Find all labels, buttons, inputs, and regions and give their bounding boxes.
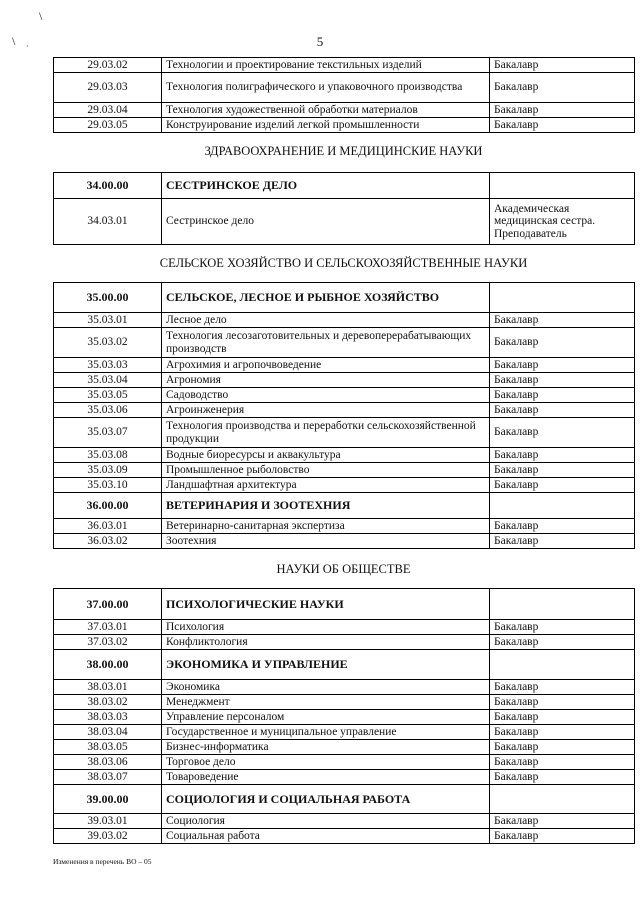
section-heading-society: НАУКИ ОБ ОБЩЕСТВЕ xyxy=(276,562,411,576)
code-cell: 39.03.01 xyxy=(54,814,162,829)
code-cell: 29.03.02 xyxy=(54,58,162,73)
qualification-cell: Бакалавр xyxy=(490,770,635,785)
table-row xyxy=(54,358,635,373)
table-row xyxy=(54,373,635,388)
table-row xyxy=(54,680,635,695)
name-cell: СЕСТРИНСКОЕ ДЕЛО xyxy=(162,173,490,199)
code-cell: 38.03.02 xyxy=(54,695,162,710)
table-row xyxy=(54,73,635,103)
qualification-cell: Бакалавр xyxy=(490,118,635,133)
name-cell: Технология художественной обработки материалов xyxy=(162,103,490,118)
qualification-cell xyxy=(490,173,635,199)
name-cell: ВЕТЕРИНАРИЯ И ЗООТЕХНИЯ xyxy=(162,493,490,519)
table-row xyxy=(54,635,635,650)
qualification-cell: Бакалавр xyxy=(490,620,635,635)
name-cell: Товароведение xyxy=(162,770,490,785)
footer-note: Изменения в перечень ВО – 05 xyxy=(53,857,152,866)
qualification-cell: Бакалавр xyxy=(490,829,635,844)
name-cell: Конструирование изделий легкой промышленности xyxy=(162,118,490,133)
table-row xyxy=(54,403,635,418)
group-row xyxy=(54,785,635,814)
name-cell: Ландшафтная архитектура xyxy=(162,478,490,493)
group-row xyxy=(54,173,635,199)
code-cell: 35.03.04 xyxy=(54,373,162,388)
name-cell: Агрономия xyxy=(162,373,490,388)
code-cell: 37.03.02 xyxy=(54,635,162,650)
name-cell: Зоотехния xyxy=(162,534,490,549)
qualification-cell: Бакалавр xyxy=(490,635,635,650)
table-row xyxy=(54,519,635,534)
qualification-cell: Бакалавр xyxy=(490,710,635,725)
table-row xyxy=(54,448,635,463)
qualification-cell: Бакалавр xyxy=(490,478,635,493)
code-cell: 38.03.03 xyxy=(54,710,162,725)
qualification-cell xyxy=(490,650,635,680)
scan-mark: · xyxy=(26,42,29,51)
table-row xyxy=(54,328,635,358)
name-cell: Бизнес-информатика xyxy=(162,740,490,755)
code-cell: 29.03.03 xyxy=(54,73,162,103)
code-cell: 36.00.00 xyxy=(54,493,162,519)
table-row xyxy=(54,710,635,725)
qualification-cell: Бакалавр xyxy=(490,448,635,463)
code-cell: 37.00.00 xyxy=(54,589,162,620)
code-cell: 37.03.01 xyxy=(54,620,162,635)
name-cell: Экономика xyxy=(162,680,490,695)
qualification-cell: Бакалавр xyxy=(490,388,635,403)
qualification-cell: Бакалавр xyxy=(490,725,635,740)
name-cell: Водные биоресурсы и аквакультура xyxy=(162,448,490,463)
qualification-cell: Бакалавр xyxy=(490,103,635,118)
name-cell: Психология xyxy=(162,620,490,635)
code-cell: 38.03.04 xyxy=(54,725,162,740)
table-society xyxy=(53,588,635,844)
code-cell: 36.03.02 xyxy=(54,534,162,549)
code-cell: 29.03.05 xyxy=(54,118,162,133)
table-row xyxy=(54,103,635,118)
name-cell: Торговое дело xyxy=(162,755,490,770)
scan-mark: \ xyxy=(12,34,16,48)
table-row xyxy=(54,534,635,549)
qualification-cell: Бакалавр xyxy=(490,73,635,103)
code-cell: 38.03.06 xyxy=(54,755,162,770)
qualification-cell: Бакалавр xyxy=(490,358,635,373)
code-cell: 38.03.01 xyxy=(54,680,162,695)
name-cell: Садоводство xyxy=(162,388,490,403)
name-cell: Социология xyxy=(162,814,490,829)
table-row xyxy=(54,199,635,245)
qualification-cell: Бакалавр xyxy=(490,755,635,770)
group-row xyxy=(54,589,635,620)
code-cell: 35.00.00 xyxy=(54,283,162,313)
code-cell: 39.00.00 xyxy=(54,785,162,814)
name-cell: Конфликтология xyxy=(162,635,490,650)
name-cell: ПСИХОЛОГИЧЕСКИЕ НАУКИ xyxy=(162,589,490,620)
section-heading-agriculture: СЕЛЬСКОЕ ХОЗЯЙСТВО И СЕЛЬСКОХОЗЯЙСТВЕННЫЕ НАУКИ xyxy=(159,256,528,270)
qualification-cell: Бакалавр xyxy=(490,740,635,755)
qualification-cell: Бакалавр xyxy=(490,534,635,549)
name-cell: Ветеринарно-санитарная экспертиза xyxy=(162,519,490,534)
name-cell: СЕЛЬСКОЕ, ЛЕСНОЕ И РЫБНОЕ ХОЗЯЙСТВО xyxy=(162,283,490,313)
group-row xyxy=(54,650,635,680)
table-row xyxy=(54,740,635,755)
code-cell: 35.03.07 xyxy=(54,418,162,448)
qualification-cell: Бакалавр xyxy=(490,313,635,328)
code-cell: 35.03.08 xyxy=(54,448,162,463)
table-row xyxy=(54,620,635,635)
name-cell: ЭКОНОМИКА И УПРАВЛЕНИЕ xyxy=(162,650,490,680)
name-cell: Социальная работа xyxy=(162,829,490,844)
code-cell: 36.03.01 xyxy=(54,519,162,534)
name-cell: Агрохимия и агропочвоведение xyxy=(162,358,490,373)
qualification-cell: Бакалавр xyxy=(490,403,635,418)
table-row xyxy=(54,695,635,710)
name-cell: Агроинженерия xyxy=(162,403,490,418)
code-cell: 35.03.05 xyxy=(54,388,162,403)
code-cell: 35.03.02 xyxy=(54,328,162,358)
code-cell: 29.03.04 xyxy=(54,103,162,118)
name-cell: Технология лесозаготовительных и деревоперерабатывающих производств xyxy=(162,328,490,358)
name-cell: Менеджмент xyxy=(162,695,490,710)
code-cell: 34.00.00 xyxy=(54,173,162,199)
table-agriculture xyxy=(53,282,635,549)
name-cell: Сестринское дело xyxy=(162,199,490,245)
table-row xyxy=(54,418,635,448)
table-row xyxy=(54,829,635,844)
qualification-cell: Бакалавр xyxy=(490,814,635,829)
table-row xyxy=(54,388,635,403)
table-row xyxy=(54,118,635,133)
qualification-cell: Бакалавр xyxy=(490,463,635,478)
qualification-cell: Бакалавр xyxy=(490,418,635,448)
name-cell: Управление персоналом xyxy=(162,710,490,725)
table-textile xyxy=(53,57,635,133)
qualification-cell: Бакалавр xyxy=(490,328,635,358)
name-cell: Лесное дело xyxy=(162,313,490,328)
qualification-cell xyxy=(490,785,635,814)
table-row xyxy=(54,814,635,829)
table-nursing xyxy=(53,172,635,245)
code-cell: 39.03.02 xyxy=(54,829,162,844)
table-row xyxy=(54,755,635,770)
name-cell: Промышленное рыболовство xyxy=(162,463,490,478)
page-number: 5 xyxy=(316,34,324,49)
code-cell: 35.03.09 xyxy=(54,463,162,478)
table-row xyxy=(54,478,635,493)
table-row xyxy=(54,770,635,785)
code-cell: 38.00.00 xyxy=(54,650,162,680)
code-cell: 35.03.03 xyxy=(54,358,162,373)
name-cell: Технологии и проектирование текстильных изделий xyxy=(162,58,490,73)
qualification-cell: Бакалавр xyxy=(490,373,635,388)
table-row xyxy=(54,725,635,740)
group-row xyxy=(54,493,635,519)
qualification-cell xyxy=(490,589,635,620)
code-cell: 35.03.10 xyxy=(54,478,162,493)
scan-mark: \ xyxy=(39,9,43,23)
code-cell: 35.03.06 xyxy=(54,403,162,418)
name-cell: Технология полиграфического и упаковочного производства xyxy=(162,73,490,103)
section-heading-health: ЗДРАВООХРАНЕНИЕ И МЕДИЦИНСКИЕ НАУКИ xyxy=(204,144,483,158)
code-cell: 38.03.07 xyxy=(54,770,162,785)
table-row xyxy=(54,58,635,73)
name-cell: Государственное и муниципальное управление xyxy=(162,725,490,740)
qualification-cell: Бакалавр xyxy=(490,695,635,710)
code-cell: 38.03.05 xyxy=(54,740,162,755)
qualification-cell: Академическая медицинская сестра. Преподаватель xyxy=(490,199,635,245)
group-row xyxy=(54,283,635,313)
qualification-cell xyxy=(490,493,635,519)
qualification-cell: Бакалавр xyxy=(490,680,635,695)
table-row xyxy=(54,313,635,328)
qualification-cell xyxy=(490,283,635,313)
qualification-cell: Бакалавр xyxy=(490,58,635,73)
name-cell: СОЦИОЛОГИЯ И СОЦИАЛЬНАЯ РАБОТА xyxy=(162,785,490,814)
qualification-cell: Бакалавр xyxy=(490,519,635,534)
code-cell: 34.03.01 xyxy=(54,199,162,245)
table-row xyxy=(54,463,635,478)
code-cell: 35.03.01 xyxy=(54,313,162,328)
name-cell: Технология производства и переработки сельскохозяйственной продукции xyxy=(162,418,490,448)
